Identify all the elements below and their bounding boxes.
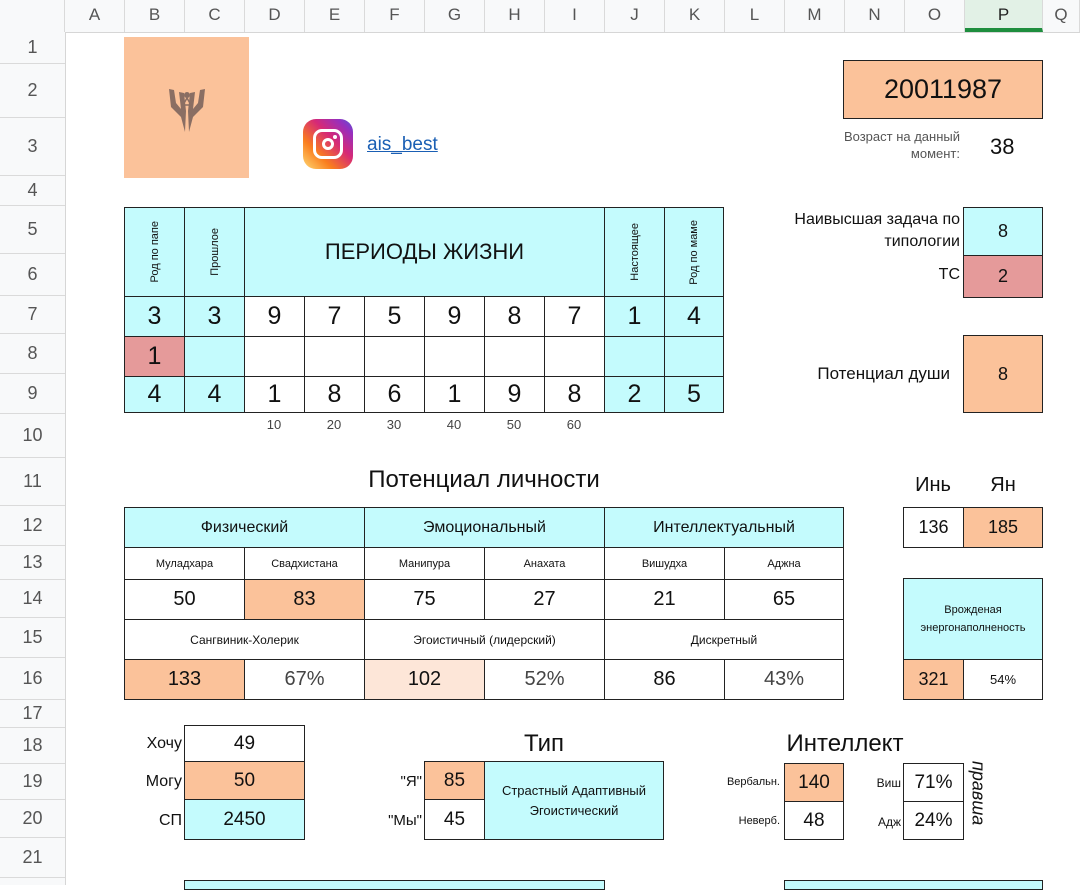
rod-papa-label: Род по папе: [148, 221, 161, 283]
row-header-19[interactable]: 19: [0, 764, 65, 800]
chakra-label: Аджна: [724, 547, 844, 580]
period-cell[interactable]: [304, 336, 365, 377]
period-cell[interactable]: [604, 336, 665, 377]
row-header-2[interactable]: 2: [0, 64, 65, 118]
temperament-emotional: Эгоистичный (лидерский): [364, 619, 605, 660]
hochu-label: Хочу: [146, 735, 182, 752]
column-header-l[interactable]: L: [725, 0, 785, 32]
type-title: Тип: [523, 730, 564, 757]
age-tick: 40: [446, 416, 462, 432]
handedness-label: [963, 750, 993, 836]
select-all-corner[interactable]: [0, 0, 65, 32]
column-header-j[interactable]: J: [605, 0, 665, 32]
row-header-16[interactable]: 16: [0, 658, 65, 700]
birthdate-cell[interactable]: 20011987: [843, 60, 1043, 119]
innate-percent[interactable]: 54%: [963, 659, 1043, 700]
task-label: Наивысшая задача по типологии: [794, 211, 960, 250]
age-value[interactable]: 38: [990, 134, 1015, 159]
nastoyaschee-label: Настоящее: [628, 223, 641, 281]
verbal-label: Вербальн.: [726, 776, 780, 788]
ya-value[interactable]: 85: [424, 761, 485, 800]
soul-label: Потенциал души: [817, 364, 950, 383]
row-header-5[interactable]: 5: [0, 206, 65, 254]
verbal-value[interactable]: 140: [784, 763, 844, 802]
partial-table-left: [184, 880, 605, 890]
column-header-o[interactable]: O: [905, 0, 965, 32]
row-header-13[interactable]: 13: [0, 546, 65, 580]
period-cell[interactable]: 1: [244, 376, 305, 413]
sum-percent[interactable]: 43%: [724, 659, 844, 700]
nastoyaschee-header: [604, 207, 665, 297]
row-header-12[interactable]: 12: [0, 506, 65, 546]
group-emotional: Эмоциональный: [364, 507, 605, 548]
column-header-m[interactable]: M: [785, 0, 845, 32]
chakra-label: Вишудха: [604, 547, 725, 580]
period-cell[interactable]: [244, 336, 305, 377]
chakra-label: Свадхистана: [244, 547, 365, 580]
row-header-bar: [0, 32, 66, 885]
period-cell[interactable]: 4: [664, 296, 724, 337]
column-header-b[interactable]: B: [125, 0, 185, 32]
handedness-text: правша: [968, 760, 989, 826]
column-header-g[interactable]: G: [425, 0, 485, 32]
row-header-8[interactable]: 8: [0, 334, 65, 374]
period-cell[interactable]: 9: [484, 376, 545, 413]
column-header-n[interactable]: N: [845, 0, 905, 32]
sum-value[interactable]: 133: [124, 659, 245, 700]
chakra-value[interactable]: 83: [244, 579, 365, 620]
age-tick: 60: [566, 416, 582, 432]
period-cell[interactable]: 7: [544, 296, 605, 337]
row-header-14[interactable]: 14: [0, 580, 65, 618]
age-tick: 50: [506, 416, 522, 432]
yang-value[interactable]: 185: [963, 507, 1043, 548]
age-tick: 20: [326, 416, 342, 432]
instagram-link[interactable]: ais_best: [367, 134, 438, 155]
temperament-intellectual: Дискретный: [604, 619, 844, 660]
rod-mama-label: Род по маме: [688, 219, 700, 285]
type-description[interactable]: Страстный Адаптивный Эгоистический: [484, 761, 664, 840]
period-cell[interactable]: [184, 336, 245, 377]
potential-title: Потенциал личности: [368, 466, 600, 493]
row-header-21[interactable]: 21: [0, 838, 65, 878]
vish-label: Виш: [876, 776, 901, 790]
soul-value[interactable]: 8: [963, 335, 1043, 413]
column-header-q[interactable]: Q: [1043, 0, 1080, 32]
hochu-value[interactable]: 49: [184, 725, 305, 762]
row-header-18[interactable]: 18: [0, 728, 65, 764]
proshloe-label: Прошлое: [208, 228, 221, 276]
period-cell[interactable]: 4: [124, 376, 185, 413]
column-header-a[interactable]: A: [65, 0, 125, 32]
my-label: "Мы": [388, 812, 422, 829]
sp-label: СП: [158, 812, 182, 829]
innate-label: Врожденая энергонаполненость: [903, 578, 1043, 660]
innate-value[interactable]: 321: [903, 659, 964, 700]
intellect-title: Интеллект: [786, 730, 904, 757]
chakra-value[interactable]: 21: [604, 579, 725, 620]
row-header-15[interactable]: 15: [0, 618, 65, 658]
chakra-value[interactable]: 27: [484, 579, 605, 620]
row-header-20[interactable]: 20: [0, 800, 65, 838]
period-cell[interactable]: 8: [304, 376, 365, 413]
age-tick: 10: [266, 416, 282, 432]
period-cell[interactable]: [484, 336, 545, 377]
period-cell[interactable]: 9: [424, 296, 485, 337]
row-header-4[interactable]: 4: [0, 176, 65, 206]
sum-value[interactable]: 102: [364, 659, 485, 700]
period-cell[interactable]: 5: [364, 296, 425, 337]
row-header-10[interactable]: 10: [0, 414, 65, 458]
yang-label: Ян: [990, 473, 1016, 496]
temperament-physical: Сангвиник-Холерик: [124, 619, 365, 660]
age-label: Возраст на данный момент:: [843, 129, 960, 161]
vish-value[interactable]: 71%: [903, 763, 964, 802]
task-value[interactable]: 8: [963, 207, 1043, 256]
row-header-6[interactable]: 6: [0, 254, 65, 296]
period-cell[interactable]: [424, 336, 485, 377]
yin-label: Инь: [915, 473, 951, 496]
tc-value[interactable]: 2: [963, 255, 1043, 298]
period-cell[interactable]: [544, 336, 605, 377]
adzh-value[interactable]: 24%: [903, 801, 964, 840]
column-header-c[interactable]: C: [185, 0, 245, 32]
period-cell[interactable]: 2: [604, 376, 665, 413]
column-header-f[interactable]: F: [365, 0, 425, 32]
logo-image: [124, 37, 249, 178]
chakra-label: Анахата: [484, 547, 605, 580]
row-header-9[interactable]: 9: [0, 374, 65, 414]
column-header-h[interactable]: H: [485, 0, 545, 32]
row-header-17[interactable]: 17: [0, 700, 65, 728]
chakra-label: Манипура: [364, 547, 485, 580]
periods-title: ПЕРИОДЫ ЖИЗНИ: [244, 207, 605, 297]
period-cell[interactable]: 6: [364, 376, 425, 413]
column-header-k[interactable]: K: [665, 0, 725, 32]
period-cell[interactable]: [664, 336, 724, 377]
my-value[interactable]: 45: [424, 799, 485, 840]
period-cell[interactable]: 7: [304, 296, 365, 337]
rod-papa-header: [124, 207, 185, 297]
period-cell[interactable]: 1: [604, 296, 665, 337]
period-cell[interactable]: 8: [544, 376, 605, 413]
group-physical: Физический: [124, 507, 365, 548]
period-cell[interactable]: 5: [664, 376, 724, 413]
period-cell[interactable]: 3: [124, 296, 185, 337]
column-header-d[interactable]: D: [245, 0, 305, 32]
period-cell[interactable]: 3: [184, 296, 245, 337]
row-header-3[interactable]: 3: [0, 118, 65, 176]
row-header-11[interactable]: 11: [0, 458, 65, 506]
column-header-p[interactable]: P: [965, 0, 1043, 32]
period-cell[interactable]: 8: [484, 296, 545, 337]
adzh-label: Адж: [877, 815, 901, 829]
instagram-icon[interactable]: [303, 119, 353, 169]
column-header-bar: [0, 0, 1080, 33]
period-cell[interactable]: [364, 336, 425, 377]
chakra-value[interactable]: 75: [364, 579, 485, 620]
period-cell[interactable]: 1: [424, 376, 485, 413]
period-cell[interactable]: 4: [184, 376, 245, 413]
mogu-label: Могу: [145, 773, 182, 790]
group-intellectual: Интеллектуальный: [604, 507, 844, 548]
column-header-i[interactable]: I: [545, 0, 605, 32]
neverb-value[interactable]: 48: [784, 801, 844, 840]
tc-label: ТС: [938, 266, 960, 283]
age-tick: 30: [386, 416, 402, 432]
chakra-value[interactable]: 65: [724, 579, 844, 620]
hands-icon: [165, 77, 209, 139]
row-header-7[interactable]: 7: [0, 296, 65, 334]
sum-percent[interactable]: 67%: [244, 659, 365, 700]
sp-value[interactable]: 2450: [184, 799, 305, 840]
mogu-value[interactable]: 50: [184, 761, 305, 800]
partial-table-right: [784, 880, 1043, 890]
period-cell[interactable]: 9: [244, 296, 305, 337]
rod-mama-header: [664, 207, 724, 297]
ya-label: "Я": [400, 773, 422, 790]
column-header-e[interactable]: E: [305, 0, 365, 32]
period-cell[interactable]: 1: [124, 336, 185, 377]
neverb-label: Неверб.: [738, 815, 780, 827]
chakra-value[interactable]: 50: [124, 579, 245, 620]
sum-percent[interactable]: 52%: [484, 659, 605, 700]
sum-value[interactable]: 86: [604, 659, 725, 700]
row-header-1[interactable]: 1: [0, 32, 65, 64]
chakra-label: Муладхара: [124, 547, 245, 580]
yin-value[interactable]: 136: [903, 507, 964, 548]
proshloe-header: [184, 207, 245, 297]
